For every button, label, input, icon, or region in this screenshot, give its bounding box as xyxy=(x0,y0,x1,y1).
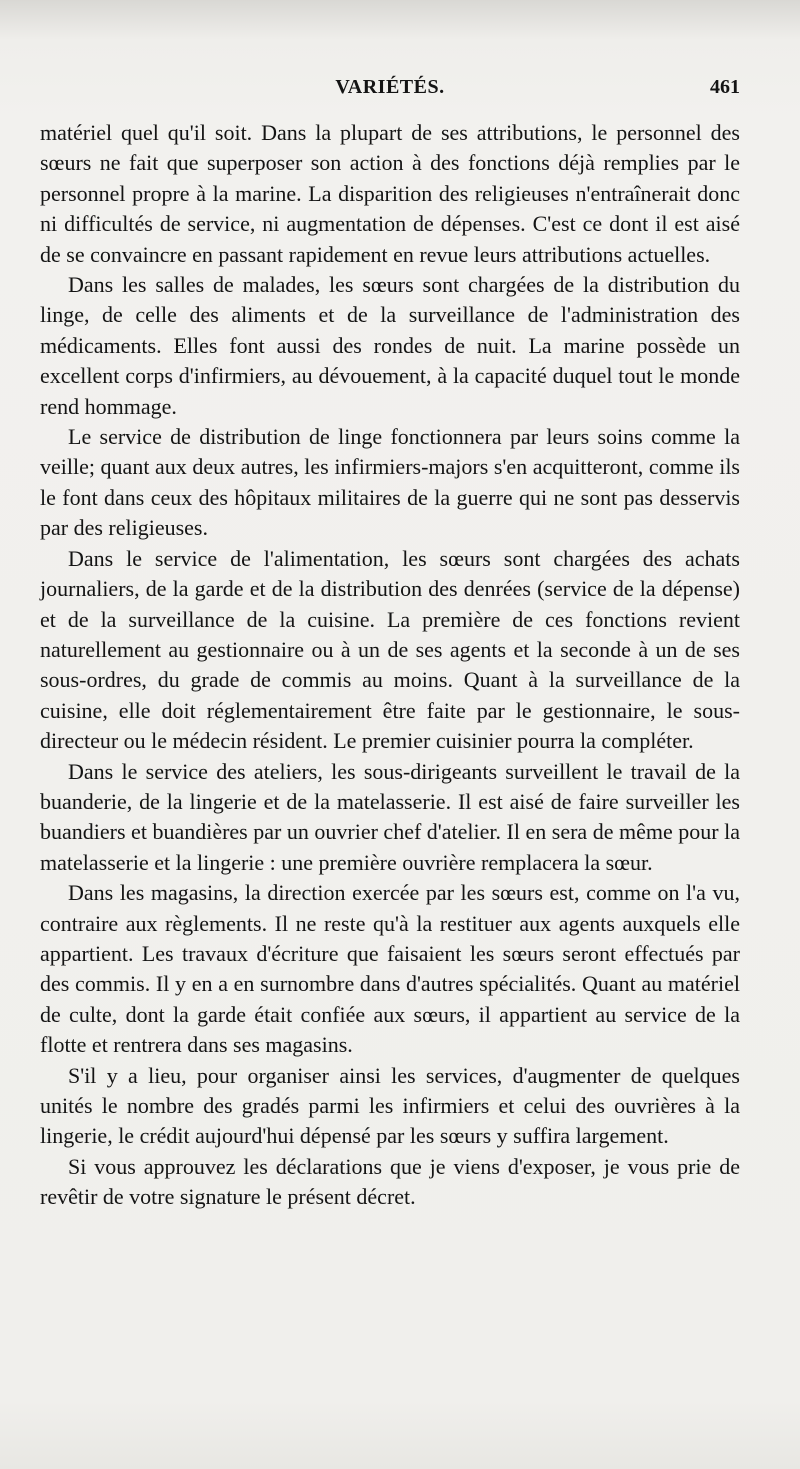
paragraph-2: Dans les salles de malades, les sœurs sont chargées de la distribution du linge, de celle des aliments et de la surveillance de l'administration des médicaments. Elles font aussi des rondes de nuit. La marine possède un excellent corps d'infirmiers, au dévouement, à la capacité duquel tout le monde rend hommage. xyxy=(40,272,740,419)
paragraph-4: Dans le service de l'alimentation, les sœurs sont chargées des achats journaliers, de la garde et de la distribution des denrées (service de la dépense) et de la surveillance de la cuisine. La première de ces fonctions revient naturellement au gestionnaire ou à un de ses agents et la seconde à un de ses sous-ordres, du grade de commis au moins. Quant à la surveillance de la cuisine, elle doit réglementairement être faite par le gestionnaire, le sous-directeur ou le médecin résident. Le premier cuisinier pourra la compléter. xyxy=(40,545,740,754)
paragraph-3: Le service de distribution de linge fonctionnera par leurs soins comme la veille; quant aux deux autres, les infirmiers-majors s'en acquitteront, comme ils le font dans ceux des hôpitaux militaires de la guerre qui ne sont pas desservis par des religieuses. xyxy=(40,424,740,541)
paragraph-8: Si vous approuvez les déclarations que je viens d'exposer, je vous prie de revêtir de votre signature le présent décret. xyxy=(40,1153,740,1210)
page-header xyxy=(40,76,740,106)
paragraph-6: Dans les magasins, la direction exercée par les sœurs est, comme on l'a vu, contraire aux règlements. Il ne reste qu'à la restituer aux agents auxquels elle appartient. Les travaux d'écriture que faisaient les sœurs seront effectués par des commis. Il y en a en surnombre dans d'autres spécialités. Quant au matériel de culte, dont la garde était confiée aux sœurs, il appartient au service de la flotte et rentrera dans ses magasins. xyxy=(40,880,740,1058)
paragraph-1: matériel quel qu'il soit. Dans la plupart de ses attributions, le personnel des sœurs ne fait que superposer son action à des fonctions déjà remplies par le personnel propre à la marine. La disparition des religieuses n'entraînerait donc ni difficultés de service, ni augmentation de dépenses. C'est ce dont il est aisé de se convaincre en passant rapidement en revue leurs attributions actuelles. xyxy=(40,120,740,267)
page-number: 461 xyxy=(710,76,740,98)
body-text xyxy=(40,118,740,1213)
paragraph-7: S'il y a lieu, pour organiser ainsi les services, d'augmenter de quelques unités le nombre des gradés parmi les infirmiers et celui des ouvrières à la lingerie, le crédit aujourd'hui dépensé par les sœurs y suffira largement. xyxy=(40,1062,740,1149)
paragraph-5: Dans le service des ateliers, les sous-dirigeants surveillent le travail de la buanderie, de la lingerie et de la matelasserie. Il est aisé de faire surveiller les buandiers et buandières par un ouvrier chef d'atelier. Il en sera de même pour la matelasserie et la lingerie : une première ouvrière remplacera la sœur. xyxy=(40,758,740,875)
running-title: VARIÉTÉS. xyxy=(335,76,445,98)
